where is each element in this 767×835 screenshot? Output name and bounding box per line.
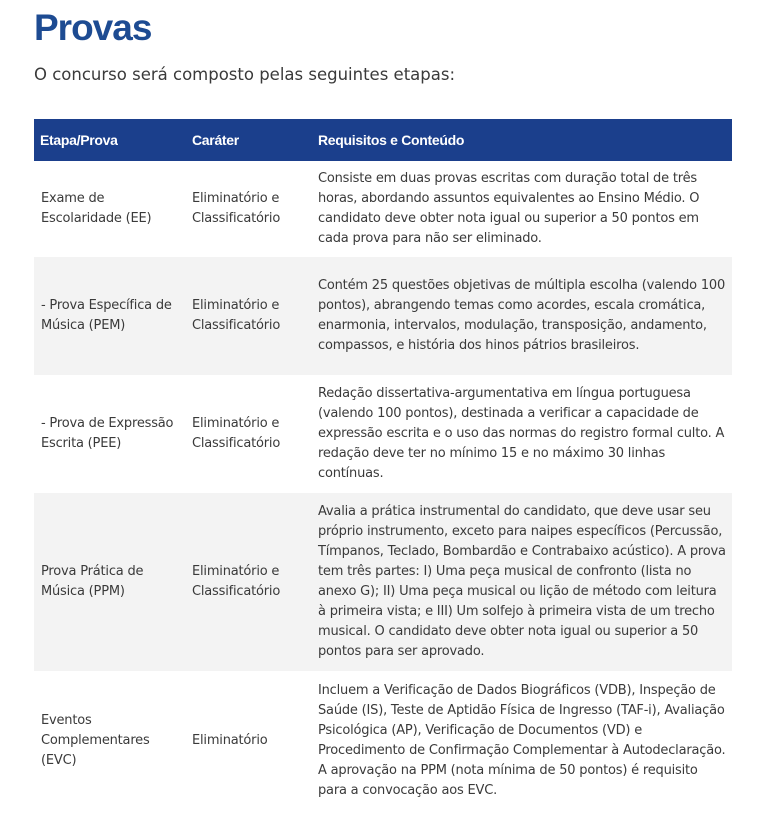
column-header-carater: Caráter	[184, 119, 314, 161]
table-row	[34, 671, 732, 811]
column-header-requisitos: Requisitos e Conteúdo	[314, 119, 732, 161]
table-body	[34, 161, 732, 811]
table-row	[34, 375, 732, 493]
cell-carater: Eliminatório e Classificatório	[192, 416, 281, 451]
cell-etapa: Eventos Complementares (EVC)	[41, 713, 150, 768]
table-row	[34, 257, 732, 375]
cell-requisitos: Incluem a Verificação de Dados Biográficos (VDB), Inspeção de Saúde (IS), Teste de Aptidão Física de Ingresso (TAF-i), Avaliação Psicológica (AP), Verificação de Documentos (VD) e Procedimento de Confirmação Complementar à Autodeclaração. A aprovação na PPM (nota mínima de 50 pontos) é requisito para a convocação aos EVC.	[318, 683, 726, 798]
table-header-row	[34, 119, 732, 161]
page-title: Provas	[34, 7, 152, 48]
table-header	[34, 119, 732, 161]
cell-carater: Eliminatório e Classificatório	[184, 493, 314, 671]
cell-requisitos: Contém 25 questões objetivas de múltipla escolha (valendo 100 pontos), abrangendo temas como acordes, escala cromática, enarmonia, intervalos, modulação, transposição, andamento, compassos, e história dos hinos pátrios brasileiros.	[314, 257, 732, 375]
column-header-etapa: Etapa/Prova	[34, 119, 184, 161]
cell-requisitos: Avalia a prática instrumental do candidato, que deve usar seu próprio instrumento, exceto para naipes específicos (Percussão, Tímpanos, Teclado, Bombardão e Contrabaixo acústico). A prova tem três partes: I) Uma peça musical de confronto (lista no anexo G); II) Uma peça musical ou lição de método com leitura à primeira vista; e III) Um solfejo à primeira vista de um trecho musical. O candidato deve obter nota igual ou superior a 50 pontos para ser aprovado.	[314, 493, 732, 671]
table-row	[34, 493, 732, 671]
cell-carater: Eliminatório e Classificatório	[184, 257, 314, 375]
cell-etapa: - Prova Específica de Música (PEM)	[34, 257, 184, 375]
cell-etapa: - Prova de Expressão Escrita (PEE)	[41, 416, 174, 451]
table-row	[34, 161, 732, 257]
cell-carater: Eliminatório	[192, 733, 268, 748]
cell-requisitos: Redação dissertativa-argumentativa em língua portuguesa (valendo 100 pontos), destinada a verificar a capacidade de expressão escrita e o uso das normas do registro formal culto. A redação deve ter no mínimo 15 e no máximo 30 linhas contínuas.	[318, 386, 725, 481]
cell-etapa: Exame de Escolaridade (EE)	[41, 191, 152, 226]
exam-stages-table	[34, 119, 732, 811]
cell-etapa: Prova Prática de Música (PPM)	[34, 493, 184, 671]
cell-carater: Eliminatório e Classificatório	[192, 191, 281, 226]
intro-text: O concurso será composto pelas seguintes etapas:	[34, 65, 456, 84]
cell-requisitos: Consiste em duas provas escritas com duração total de três horas, abordando assuntos equivalentes ao Ensino Médio. O candidato deve obter nota igual ou superior a 50 pontos em cada prova para não ser eliminado.	[318, 171, 700, 246]
